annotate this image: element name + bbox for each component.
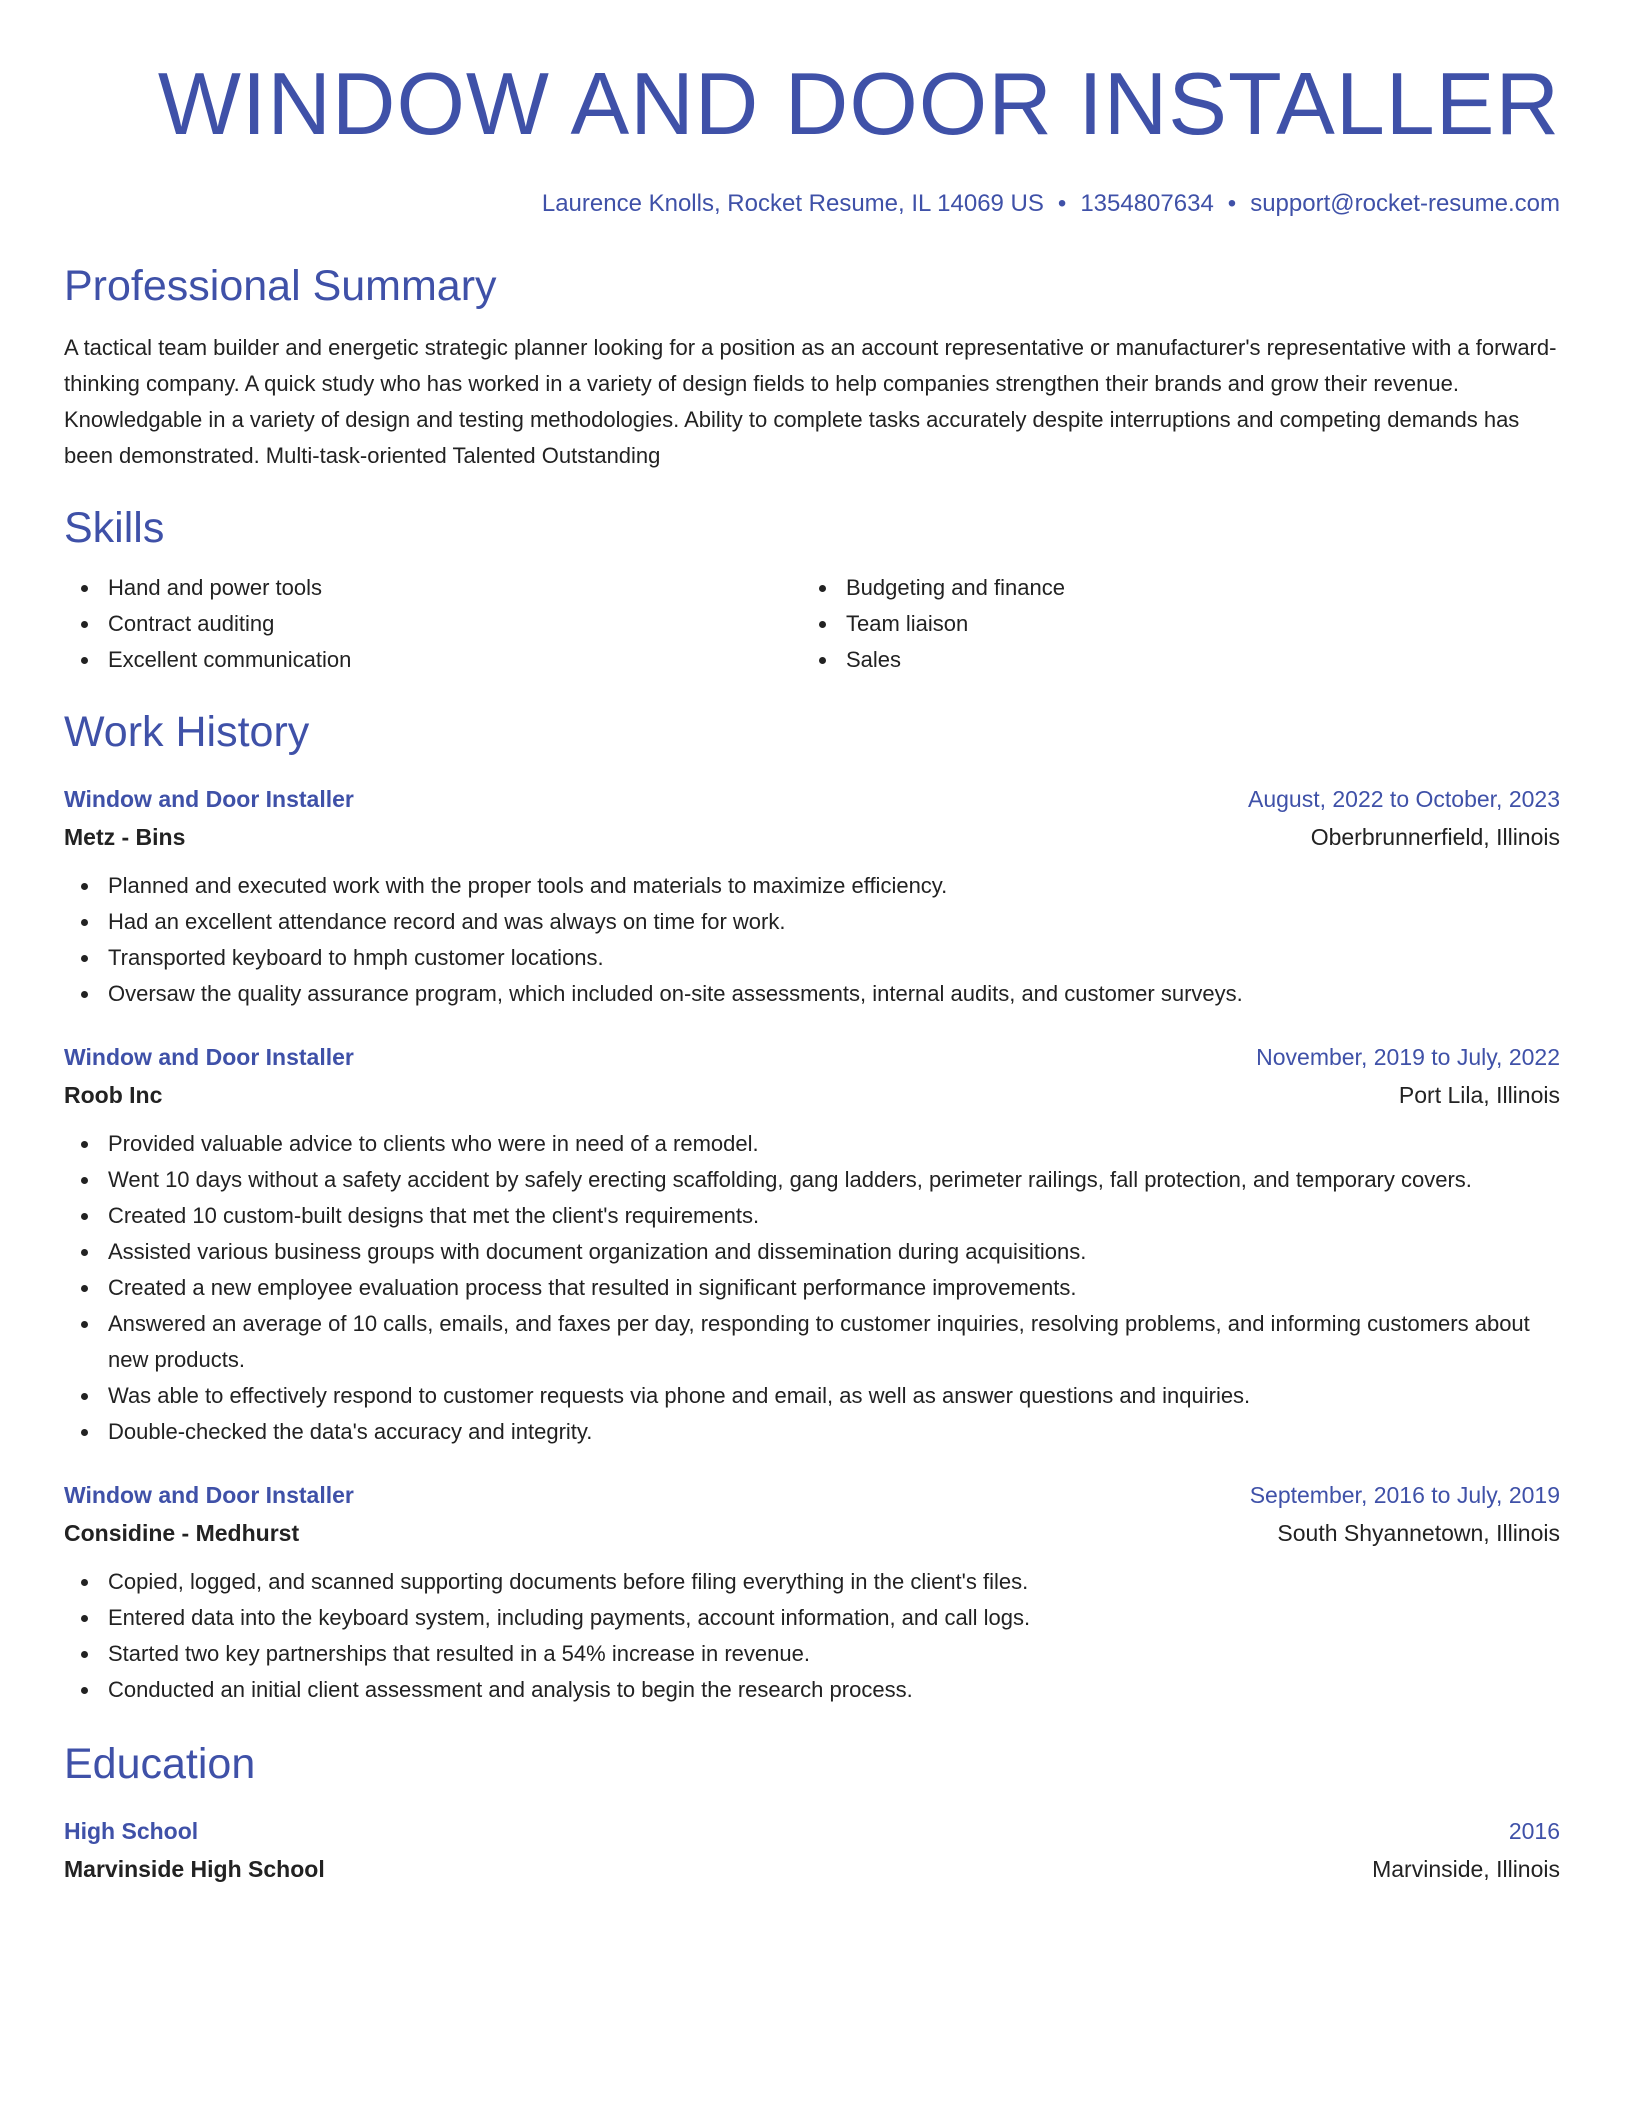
job-bullet: Copied, logged, and scanned supporting documents before filing everything in the client's files. <box>64 1564 1560 1600</box>
skill-item: Excellent communication <box>64 642 802 678</box>
job-entry <box>64 780 1560 1012</box>
job-bullet: Conducted an initial client assessment and analysis to begin the research process. <box>64 1672 1560 1708</box>
job-bullets <box>64 1126 1560 1450</box>
job-bullet: Created a new employee evaluation process that resulted in significant performance improvements. <box>64 1270 1560 1306</box>
contact-separator: • <box>1227 190 1237 217</box>
job-dates: September, 2016 to July, 2019 <box>1249 1482 1560 1508</box>
job-bullet: Provided valuable advice to clients who were in need of a remodel. <box>64 1126 1560 1162</box>
skills-section <box>64 502 1560 678</box>
education-section <box>64 1738 1560 1888</box>
summary-text: A tactical team builder and energetic strategic planner looking for a position as an account representative or manufacturer's representative with a forward-thinking company. A quick study who has worked in a variety of design fields to help companies strengthen their brands and grow their revenue. Knowledgable in a variety of design and testing methodologies. Ability to complete tasks accurately despite interruptions and competing demands has been demonstrated. Multi-task-oriented Talented Outstanding <box>64 335 1557 468</box>
job-title: Window and Door Installer <box>64 1482 354 1508</box>
job-bullet: Oversaw the quality assurance program, which included on-site assessments, internal audits, and customer surveys. <box>64 976 1560 1012</box>
skill-item: Sales <box>802 642 1540 678</box>
skills-left-column <box>64 570 802 678</box>
job-dates: August, 2022 to October, 2023 <box>1247 786 1560 812</box>
education-entry <box>64 1812 1560 1888</box>
resume-title: WINDOW AND DOOR INSTALLER <box>157 54 1560 153</box>
job-bullet: Had an excellent attendance record and was always on time for work. <box>64 904 1560 940</box>
job-location: Port Lila, Illinois <box>1398 1082 1560 1108</box>
work-history-section <box>64 706 1560 1708</box>
education-year: 2016 <box>1508 1818 1560 1844</box>
job-location: Oberbrunnerfield, Illinois <box>1310 824 1560 850</box>
job-company: Metz - Bins <box>64 824 186 850</box>
resume-page <box>64 0 1560 1888</box>
skill-item: Team liaison <box>802 606 1540 642</box>
summary-section <box>64 260 1560 474</box>
contact-address: Laurence Knolls, Rocket Resume, IL 14069 US <box>541 190 1044 217</box>
contact-phone: 1354807634 <box>1080 190 1214 217</box>
job-company: Roob Inc <box>64 1082 163 1108</box>
job-bullet: Double-checked the data's accuracy and integrity. <box>64 1414 1560 1450</box>
job-bullet: Planned and executed work with the proper tools and materials to maximize efficiency. <box>64 868 1560 904</box>
job-bullet: Assisted various business groups with document organization and dissemination during acquisitions. <box>64 1234 1560 1270</box>
education-school: Marvinside High School <box>64 1856 325 1882</box>
job-bullet: Transported keyboard to hmph customer locations. <box>64 940 1560 976</box>
skills-heading: Skills <box>64 504 165 552</box>
skill-item: Contract auditing <box>64 606 802 642</box>
job-bullet: Entered data into the keyboard system, including payments, account information, and call logs. <box>64 1600 1560 1636</box>
skill-item: Hand and power tools <box>64 570 802 606</box>
skill-item: Budgeting and finance <box>802 570 1540 606</box>
job-entry <box>64 1038 1560 1450</box>
work-history-heading: Work History <box>64 708 310 756</box>
contact-line <box>64 188 1560 220</box>
job-location: South Shyannetown, Illinois <box>1277 1520 1560 1546</box>
job-bullet: Answered an average of 10 calls, emails, and faxes per day, responding to customer inquiries, resolving problems, and informing customers about new products. <box>64 1306 1560 1378</box>
skills-right-column <box>802 570 1540 678</box>
summary-heading: Professional Summary <box>64 262 497 310</box>
job-bullet: Went 10 days without a safety accident by safely erecting scaffolding, gang ladders, perimeter railings, fall protection, and temporary covers. <box>64 1162 1560 1198</box>
job-title: Window and Door Installer <box>64 786 354 812</box>
job-bullet: Created 10 custom-built designs that met the client's requirements. <box>64 1198 1560 1234</box>
job-bullet: Started two key partnerships that resulted in a 54% increase in revenue. <box>64 1636 1560 1672</box>
education-heading: Education <box>64 1740 256 1788</box>
job-title: Window and Door Installer <box>64 1044 354 1070</box>
job-bullets <box>64 868 1560 1012</box>
job-entry <box>64 1476 1560 1708</box>
contact-email: support@rocket-resume.com <box>1250 190 1560 217</box>
job-dates: November, 2019 to July, 2022 <box>1256 1044 1560 1070</box>
education-location: Marvinside, Illinois <box>1372 1856 1560 1882</box>
skills-grid <box>64 570 1560 678</box>
job-company: Considine - Medhurst <box>64 1520 300 1546</box>
education-degree: High School <box>64 1818 199 1844</box>
contact-separator: • <box>1057 190 1067 217</box>
job-bullets <box>64 1564 1560 1708</box>
job-bullet: Was able to effectively respond to customer requests via phone and email, as well as answer questions and inquiries. <box>64 1378 1560 1414</box>
